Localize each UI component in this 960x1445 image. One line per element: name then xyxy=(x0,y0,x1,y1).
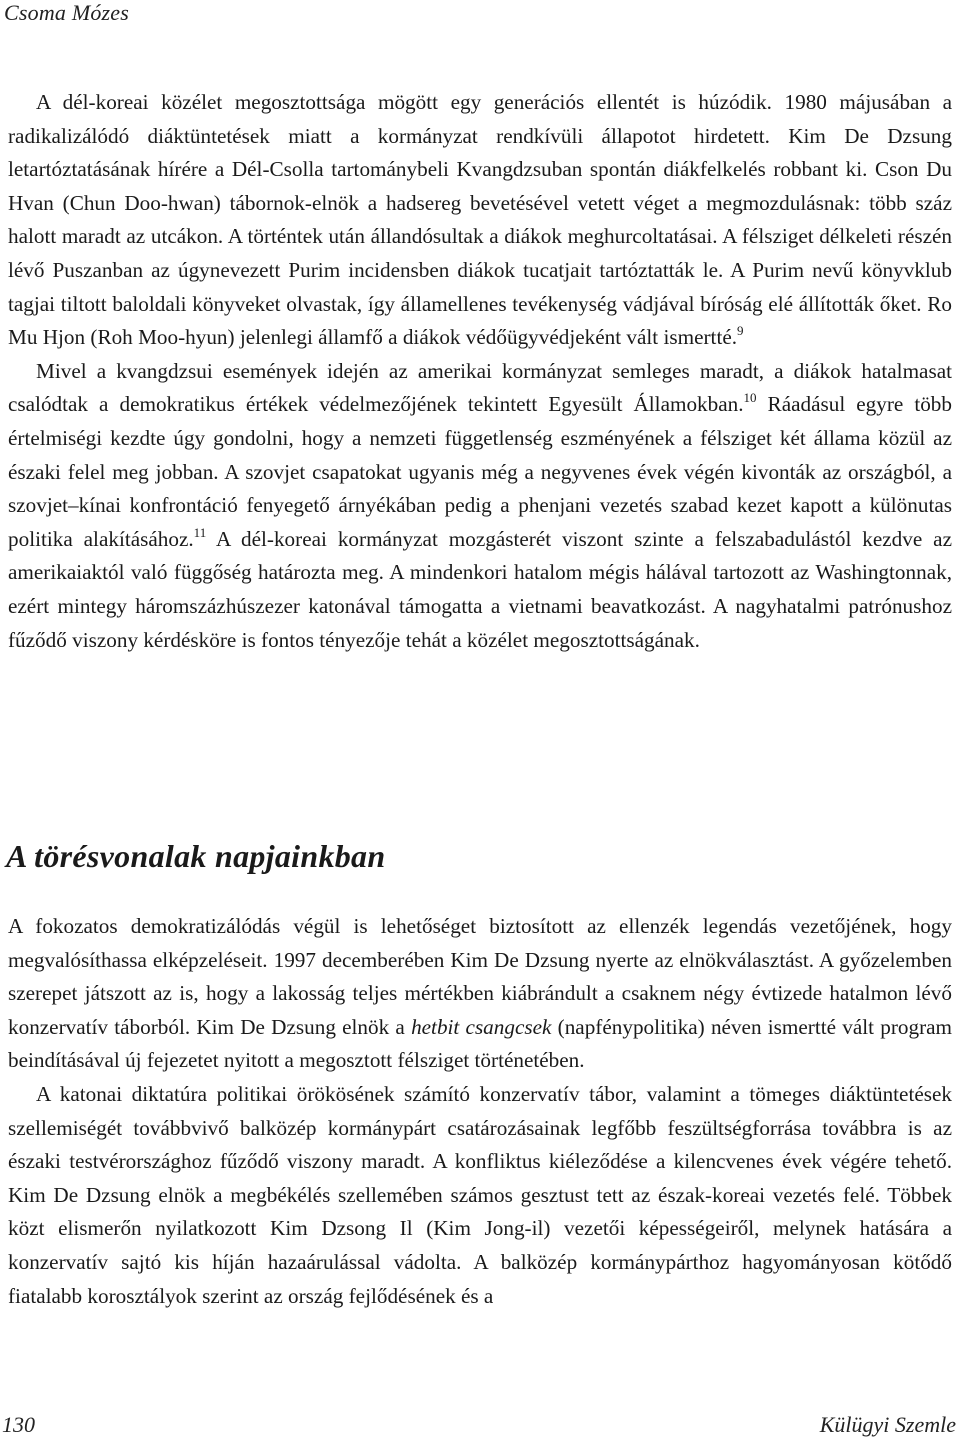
paragraph xyxy=(8,355,952,657)
body-text-upper xyxy=(8,86,952,657)
paragraph xyxy=(8,1078,952,1313)
body-text-lower xyxy=(8,910,952,1313)
paragraph-text: (napfénypolitika) néven ismertté vált program beindításával új fejezetet nyitott a megosztott félsziget történetében. xyxy=(8,1014,953,1073)
paragraph-text: A katonai diktatúra politikai örökösének számító konzervatív tábor, valamint a tömeges diáktüntetések szellemiségét továbbvivő balközép kormánypárt csatározásainak legfőbb feszültségforrása továbbra is az északi testvérországhoz fűződő viszony maradt. A konfliktus kiéleződése a kilencvenes évek végére tehető. Kim De Dzsung elnök a megbékélés szellemében számos gesztust tett az észak-koreai vezetés felé. Többek közt elismerőn nyilatkozott Kim Dzsong Il (Kim Jong-il) vezetői képességeiről, melynek hatására a konzervatív sajtó kis híján hazaárulással vádolta. A balközép kormánypárthoz hagyományosan kötődő fiatalabb korosztályok szerint az ország fejlődésének és a xyxy=(8,1081,952,1308)
paragraph-text: A fokozatos demokratizálódás végül is lehetőséget biztosított az ellenzék legendás vezetőjének, hogy megvalósíthassa elképzeléseit. 1997 decemberében Kim De Dzsung nyerte az elnökválasztást. A győzelemben szerepet játszott az is, hogy a lakosság teljes mértékben kiábrándult a csaknem négy évtizede hatalmon lévő konzervatív táborból. Kim De Dzsung elnök a xyxy=(8,914,952,1039)
paragraph-text: Mivel a kvangdzsui események idején az amerikai kormányzat semleges maradt, a diákok hatalmasat csalódtak a demokratikus értékek védelmezőjének tekintett Egyesült Államokban. xyxy=(8,358,952,417)
footnote-ref[interactable]: 9 xyxy=(737,323,744,339)
paragraph xyxy=(8,910,952,1078)
paragraph-text: A dél-koreai közélet megosztottsága mögött egy generációs ellentét is húzódik. 1980 májusában a radikalizálódó diáktüntetések miatt a kormányzat rendkívüli állapotot hirdetett. Kim De Dzsung letartóztatásának hírére a Dél-Csolla tartománybeli Kvangdzsuban spontán diákfelkelés robbant ki. Cson Du Hvan (Chun Doo-hwan) tábornok-elnök a hadsereg bevetésével vetett véget a megmozdulásnak: több száz halott maradt az utcákon. A történtek után állandósultak a diákok meghurcoltatásai. A félsziget délkeleti részén lévő Puszanban az úgynevezett Purim incidensben diákok tucatjait tartóztatták le. A Purim nevű könyvklub tagjai tiltott baloldali könyveket olvastak, így államellenes tevékenység vádjával bíróság elé állították őket. Ro Mu Hjon (Roh Moo-hyun) jelenlegi államfő a diákok védőügyvédjeként vált ismertté. xyxy=(8,90,952,350)
emphasis-term: hetbit csangcsek xyxy=(411,1014,552,1039)
section-heading: A törésvonalak napjainkban xyxy=(6,838,386,874)
journal-title: Külügyi Szemle xyxy=(819,1412,956,1437)
paragraph-text: Ráadásul egyre több értelmiségi kezdte úgy gondolni, hogy a nemzeti függetlenség eszményének a félsziget két állama közül az északi felel meg jobban. A szovjet csapatokat ugyanis még a negyvenes évek végén kivonták az országból, a szovjet–kínai konfrontáció fenyegető árnyékában pedig a phenjani vezetés szabad kezet kapott a különutas politika alakításához. xyxy=(8,392,952,551)
page-number: 130 xyxy=(2,1412,35,1437)
footnote-ref[interactable]: 10 xyxy=(743,390,757,406)
paragraph-text: A dél-koreai kormányzat mozgásterét viszont szinte a felszabadulástól kezdve az amerikaiaktól való függőség határozta meg. A mindenkori hatalom mégis hálával tartozott az Washingtonnak, ezért mintegy háromszázhúszezer katonával támogatta a vietnami beavatkozást. A nagyhatalmi patrónushoz fűződő viszony kérdésköre is fontos tényezője tehát a közélet megosztottságának. xyxy=(8,526,952,652)
running-head-author: Csoma Mózes xyxy=(4,0,130,25)
paragraph xyxy=(8,86,952,355)
footnote-ref[interactable]: 11 xyxy=(193,524,207,540)
